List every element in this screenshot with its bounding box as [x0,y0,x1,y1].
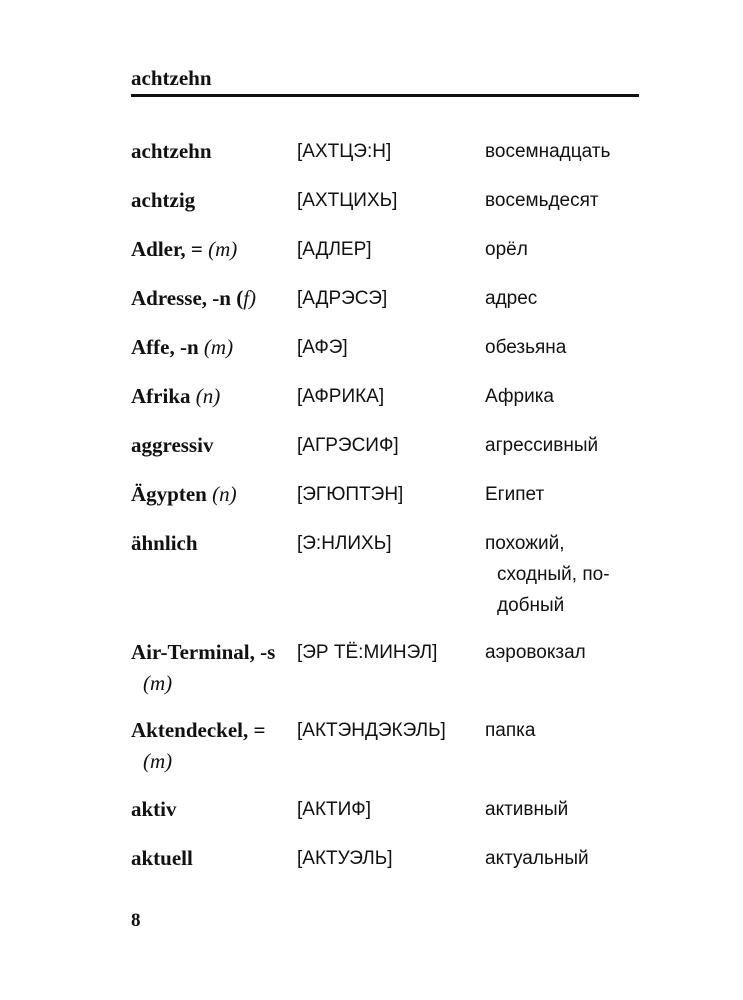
pronunciation: [АКТЭНДЭКЭЛЬ] [297,720,446,741]
page-number: 8 [131,910,141,931]
translation [485,528,655,621]
translation: обезьяна [485,337,567,358]
headword: Affe, -n (m) [131,335,234,359]
translation: Африка [485,386,554,407]
gender-marker: (n) [212,482,237,506]
translation: папка [485,720,536,741]
headword: Ägypten (n) [131,482,237,506]
headword: Adler, = (m) [131,237,238,261]
pronunciation: [ЭГЮПТЭН] [297,484,404,505]
pronunciation: [АДРЭСЭ] [297,288,388,309]
pronunciation: [АФЭ] [297,337,348,358]
pronunciation: [АКТУЭЛЬ] [297,848,393,869]
pronunciation: [АДЛЕР] [297,239,372,260]
gender-marker: (m) [208,237,238,261]
translation: восемьдесят [485,190,599,211]
gender-marker: f) [243,286,257,310]
headword: aktuell [131,846,193,870]
running-header: achtzehn [131,66,212,90]
translation: аэровокзал [485,642,586,663]
pronunciation: [Э:НЛИХЬ] [297,533,392,554]
pronunciation: [АХТЦЭ:Н] [297,141,392,162]
translation-line: добный [497,595,565,616]
translation-line: похожий, [485,533,565,554]
translation: адрес [485,288,538,309]
translation: орёл [485,239,528,260]
translation: восемнадцать [485,141,611,162]
headword: achtzig [131,188,196,212]
translation: Египет [485,484,545,505]
headword: Afrika (n) [131,384,221,408]
pronunciation: [АГРЭСИФ] [297,435,399,456]
headword: aggressiv [131,433,214,457]
translation: актуальный [485,848,589,869]
gender-marker: (m) [203,335,234,359]
gender-marker: (n) [195,384,221,408]
pronunciation: [АХТЦИХЬ] [297,190,398,211]
translation-line: сходный, по- [497,564,610,585]
header-rule [131,94,639,97]
headword: Adresse, -n (f) [131,286,257,310]
pronunciation: [АФРИКА] [297,386,385,407]
headword: achtzehn [131,139,212,163]
translation: агрессивный [485,435,599,456]
gender-marker: (m) [143,671,173,695]
headword: Aktendeckel, = (m) [131,715,291,777]
gender-marker: (m) [143,749,173,773]
headword: Air-Terminal, -s (m) [131,637,291,699]
pronunciation: [АКТИФ] [297,799,372,820]
headword: ähnlich [131,531,198,555]
pronunciation: [ЭР ТЁ:МИНЭЛ] [297,642,438,663]
headword: aktiv [131,797,177,821]
translation: активный [485,799,569,820]
